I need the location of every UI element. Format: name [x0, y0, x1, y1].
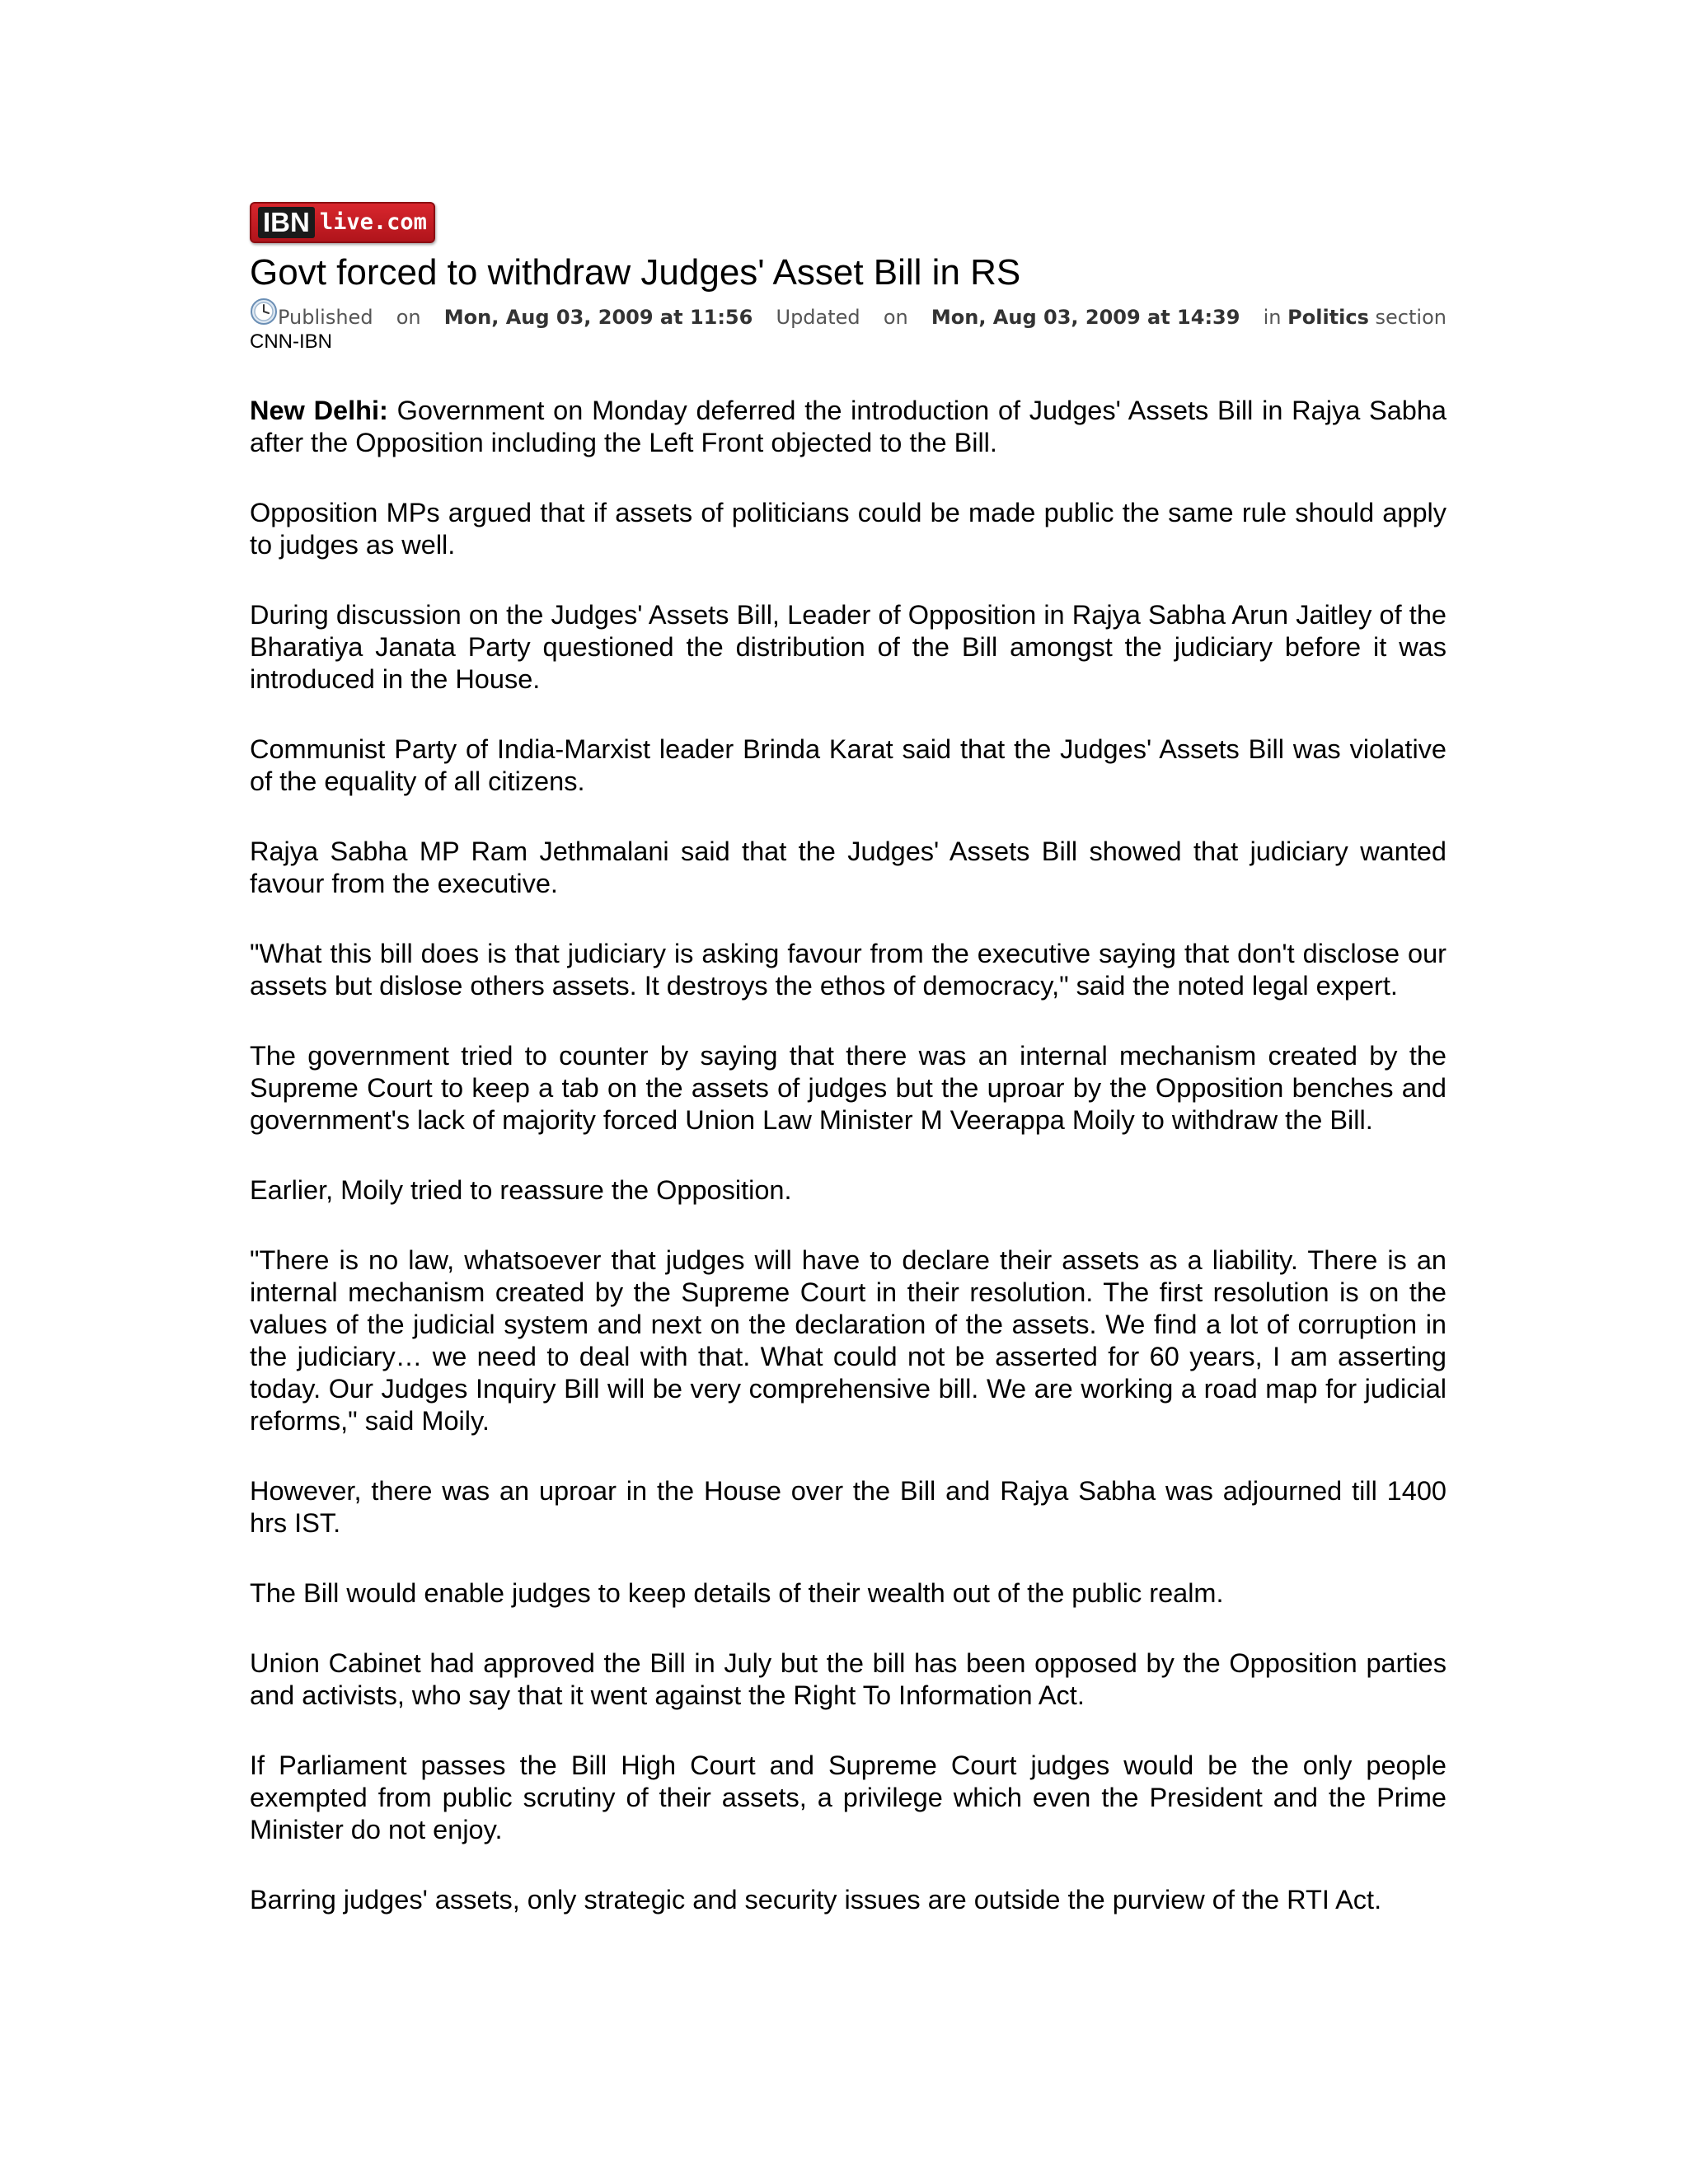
section-link[interactable]: Politics [1287, 306, 1369, 329]
paragraph: Opposition MPs argued that if assets of politicians could be made public the same rule should apply to judges as well. [250, 498, 1447, 560]
published-on-label: on [396, 306, 421, 329]
article-page [250, 202, 1447, 1954]
section-info [1264, 304, 1447, 330]
in-label: in [1263, 306, 1282, 329]
lead-paragraph [250, 395, 1447, 459]
dateline: New Delhi: [250, 396, 388, 425]
section-label: section [1375, 306, 1447, 329]
ibnlive-logo[interactable] [250, 202, 435, 243]
lead-text: Government on Monday deferred the introduction of Judges' Assets Bill in Rajya Sabha after the Opposition including the Left Front objected to the Bill. [250, 396, 1447, 457]
article-source: CNN-IBN [250, 330, 332, 353]
paragraph: During discussion on the Judges' Assets Bill, Leader of Opposition in Rajya Sabha Arun Jaitley of the Bharatiya Janata Party questioned the distribution of the Bill amongst the judiciary before it was introduced in the House. [250, 600, 1447, 694]
paragraph: Communist Party of India-Marxist leader Brinda Karat said that the Judges' Assets Bill was violative of the equality of all citizens. [250, 734, 1447, 796]
paragraph: Rajya Sabha MP Ram Jethmalani said that the Judges' Assets Bill showed that judiciary wanted favour from the executive. [250, 837, 1447, 898]
article-meta [250, 298, 1447, 330]
published-label: Published [278, 306, 373, 329]
paragraph: Union Cabinet had approved the Bill in July but the bill has been opposed by the Opposition parties and activists, who say that it went against the Right To Information Act. [250, 1648, 1447, 1710]
logo-brand-rest: live.com [319, 209, 427, 235]
clock-icon [250, 298, 278, 326]
published-info [250, 298, 373, 330]
paragraph: Barring judges' assets, only strategic and security issues are outside the purview of the RTI Act. [250, 1885, 1382, 1915]
paragraph: The Bill would enable judges to keep details of their wealth out of the public realm. [250, 1578, 1224, 1608]
paragraph: Earlier, Moily tried to reassure the Opposition. [250, 1175, 792, 1205]
article-body [250, 395, 1447, 1916]
logo-brand-bold: IBN [258, 207, 315, 238]
paragraph: However, there was an uproar in the House over the Bill and Rajya Sabha was adjourned till 1400 hrs IST. [250, 1476, 1447, 1538]
published-date: Mon, Aug 03, 2009 at 11:56 [443, 306, 753, 329]
updated-label: Updated [776, 306, 860, 329]
updated-on-label: on [883, 306, 908, 329]
paragraph: The government tried to counter by saying that there was an internal mechanism created by the Supreme Court to keep a tab on the assets of judges but the uproar by the Opposition benches and government's lack of majority forced Union Law Minister M Veerappa Moily to withdraw the Bill. [250, 1041, 1447, 1135]
updated-date: Mon, Aug 03, 2009 at 14:39 [931, 306, 1240, 329]
paragraph: If Parliament passes the Bill High Court and Supreme Court judges would be the only people exempted from public scrutiny of their assets, a privilege which even the President and the Prime Minister do not enjoy. [250, 1750, 1447, 1844]
article-headline: Govt forced to withdraw Judges' Asset Bill in RS [250, 252, 1021, 293]
paragraph: "There is no law, whatsoever that judges will have to declare their assets as a liability. There is an internal mechanism created by the Supreme Court in their resolution. The first resolution is on the values of the judicial system and next on the declaration of the assets. We find a lot of corruption in the judiciary… we need to deal with that. What could not be asserted for 60 years, I am asserting today. Our Judges Inquiry Bill will be very comprehensive bill. We are working a road map for judicial reforms," said Moily. [250, 1245, 1447, 1436]
paragraph: "What this bill does is that judiciary is asking favour from the executive saying that don't disclose our assets but dislose others assets. It destroys the ethos of democracy," said the noted legal expert. [250, 939, 1447, 1001]
